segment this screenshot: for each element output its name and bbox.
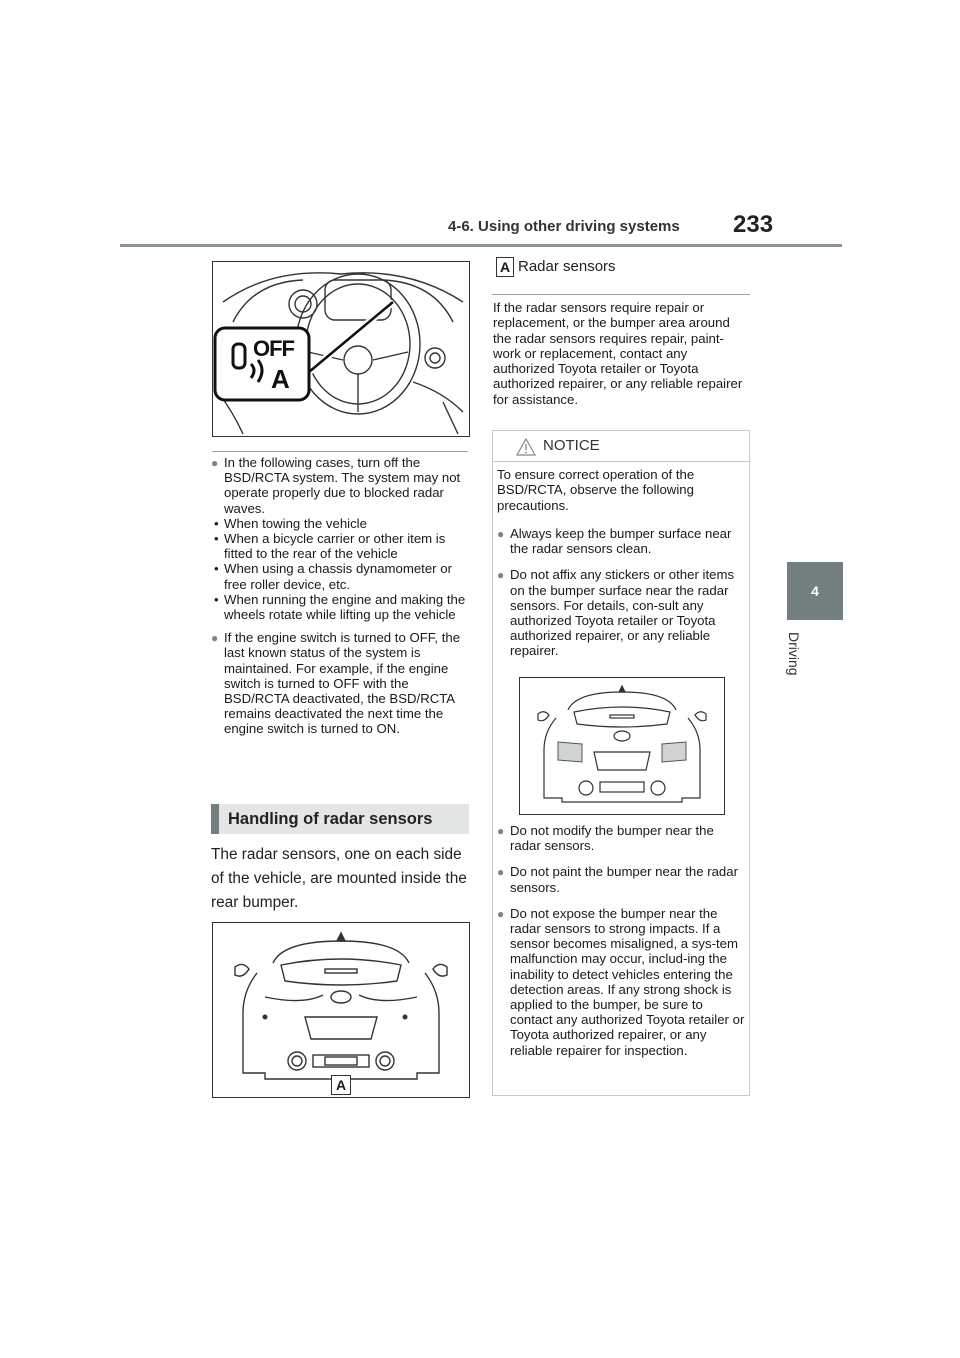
bullet-dot-icon: ●: [497, 865, 505, 880]
callout-label-a: A: [331, 1075, 351, 1095]
sub-item: [211, 592, 469, 622]
sub-item-text: When towing the vehicle: [224, 515, 367, 531]
notice-item: [497, 823, 747, 853]
car-rear-illustration: [213, 923, 469, 1097]
notice-box: [492, 430, 750, 1096]
header-rule: [120, 244, 842, 247]
bullet-dot-icon: ●: [497, 568, 505, 583]
bullet-item: [211, 455, 469, 516]
bullet-item: [211, 630, 469, 736]
sub-item-text: When using a chassis dynamometer or free roller device, etc.: [224, 561, 452, 592]
section-title: 4-6. Using other driving systems: [448, 218, 680, 235]
bullet-dot-icon: ●: [497, 527, 505, 541]
notice-item-text: Do not affix any stickers or other items on the bumper surface near the radar sensors. For details, con-sult any authorized Toyota retailer or Toyota authorized repairer, or any reliable repairer.: [510, 567, 735, 659]
notice-item: [497, 906, 747, 1058]
bullet-text: In the following cases, turn off the BSD/RCTA system. The system may not operate properly due to blocked radar waves.: [224, 455, 461, 516]
notice-list-top: [497, 526, 747, 659]
figure-bsd-switch: [212, 261, 470, 437]
sub-item-text: When a bicycle carrier or other item is fitted to the rear of the vehicle: [224, 531, 446, 562]
page-number: 233: [733, 211, 774, 238]
bullet-dot-icon: ●: [211, 456, 219, 470]
notice-item-text: Always keep the bumper surface near the radar sensors clean.: [510, 526, 732, 557]
chapter-tab: 4: [787, 562, 843, 620]
sub-item: [211, 531, 469, 561]
bullet-text: If the engine switch is turned to OFF, the last known status of the system is maintained. For example, if the engine switch is turned to OFF with the BSD/RCTA deactivated, the BSD/RCTA remains deactivated the next time the engine switch is turned to ON.: [224, 630, 461, 737]
section-heading: [211, 804, 469, 834]
divider: [212, 451, 468, 452]
sub-item-text: When running the engine and making the wheels rotate while lifting up the vehicle: [224, 591, 466, 623]
bsd-off-icon: [227, 336, 307, 396]
notice-item-text: Do not expose the bumper near the radar sensors to strong impacts. If a sensor becomes misaligned, a sys-tem malfunction may occur, includ-ing the inability to detect vehicles entering the detection areas. If any strong shock is applied to the bumper, be sure to contact any authorized Toyota retailer or Toyota authorized repairer, or any reliable repairer for inspection.: [510, 905, 745, 1058]
notice-item: [497, 526, 747, 556]
figure-rear-bumper: [212, 922, 470, 1098]
sub-bullet-icon: •: [214, 531, 219, 547]
icon-off-text: OFF: [253, 336, 294, 361]
icon-letter: A: [271, 364, 290, 394]
legend-label-a: A: [496, 257, 514, 277]
notice-item-text: Do not paint the bumper near the radar sensors.: [510, 864, 738, 895]
figure-radar-areas: [519, 677, 725, 815]
notice-item: [497, 864, 747, 894]
sub-bullet-icon: •: [214, 591, 219, 607]
section-intro: The radar sensors, one on each side of the vehicle, are mounted inside the rear bumper.: [211, 846, 467, 911]
bullet-dot-icon: ●: [497, 906, 505, 921]
left-bullets: [211, 455, 469, 737]
bullet-dot-icon: ●: [211, 631, 219, 646]
notice-title: NOTICE: [543, 437, 600, 454]
car-rear-radar-illustration: [520, 678, 724, 814]
notice-item-text: Do not modify the bumper near the radar sensors.: [510, 823, 714, 854]
repair-text: If the radar sensors require repair or replacement, or the bumper area around the radar sensors requires repair, paint-work or replacement, contact any authorized Toyota retailer or Toyota authorized repairer, or any reliable repairer for assistance.: [493, 300, 743, 407]
section-heading-text: Handling of radar sensors: [228, 810, 433, 828]
warning-triangle-icon: [515, 437, 537, 457]
sub-bullet-icon: •: [214, 561, 219, 577]
legend-text: Radar sensors: [518, 258, 616, 275]
divider: [492, 294, 750, 295]
notice-item: [497, 567, 747, 658]
sub-item: [211, 561, 469, 591]
notice-intro: To ensure correct operation of the BSD/RCTA, observe the following precautions.: [497, 467, 695, 513]
sub-item: [211, 516, 469, 531]
notice-header: [493, 431, 749, 462]
sub-bullet-icon: •: [214, 515, 219, 531]
bullet-dot-icon: ●: [497, 824, 505, 838]
chapter-label: Driving: [786, 632, 802, 676]
notice-list-bottom: [497, 823, 747, 1058]
